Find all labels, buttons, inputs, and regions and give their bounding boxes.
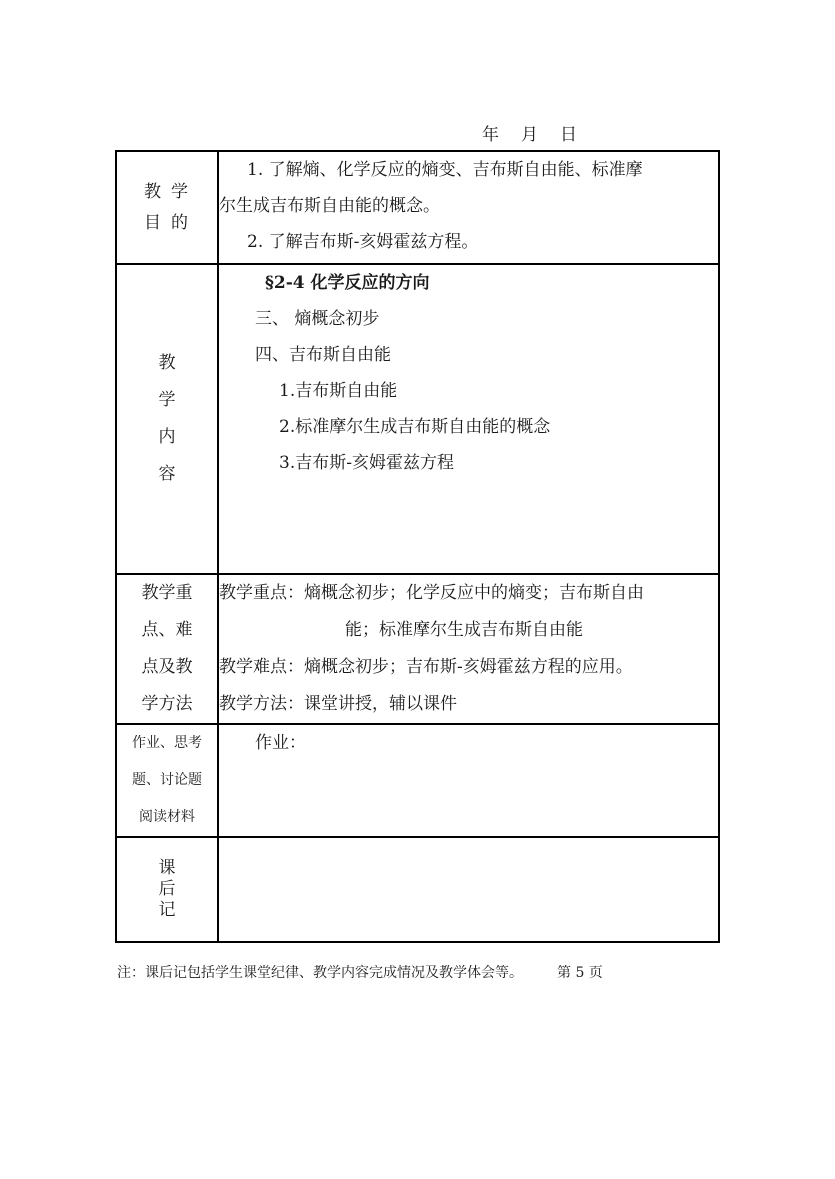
outline-subitem: 3.吉布斯-亥姆霍兹方程 — [279, 453, 454, 473]
reflection-label-line: 后 — [158, 879, 176, 899]
objective-line: 尔生成吉布斯自由能的概念。 — [219, 196, 440, 216]
month-label: 月 — [521, 125, 538, 145]
key-points-row — [116, 574, 719, 724]
key-points-cell — [218, 574, 719, 724]
homework-label-line: 题、讨论题 — [132, 772, 202, 788]
homework-text: 作业： — [255, 733, 306, 753]
outline-subitem: 1.吉布斯自由能 — [279, 381, 398, 401]
outline-subitem: 2.标准摩尔生成吉布斯自由能的概念 — [279, 417, 551, 437]
page-number: 第 5 页 — [557, 965, 603, 981]
objectives-cell — [218, 151, 719, 264]
homework-row — [116, 724, 719, 837]
content-label-line: 学 — [158, 390, 176, 410]
homework-label-line: 阅读材料 — [139, 809, 195, 825]
year-label: 年 — [482, 125, 499, 145]
objectives-label-line: 目的 — [144, 212, 198, 233]
objectives-label — [116, 151, 218, 264]
outline-item: 四、吉布斯自由能 — [255, 345, 391, 365]
reflection-label — [116, 837, 218, 942]
reflection-label-line: 课 — [158, 858, 176, 878]
difficulty-line: 教学难点：熵概念初步；吉布斯-亥姆霍兹方程的应用。 — [219, 657, 633, 677]
key-points-label — [116, 574, 218, 724]
content-row — [116, 264, 719, 574]
day-label: 日 — [560, 125, 577, 145]
content-label — [116, 264, 218, 574]
content-label-line: 内 — [158, 427, 176, 447]
focus-line: 教学重点：熵概念初步；化学反应中的熵变；吉布斯自由 — [219, 583, 644, 603]
focus-line: 能；标准摩尔生成吉布斯自由能 — [345, 620, 583, 640]
reflection-cell — [218, 837, 719, 942]
content-label-line: 教 — [158, 353, 176, 373]
content-label-line: 容 — [158, 464, 176, 484]
footer-note-text: 注：课后记包括学生课堂纪律、教学内容完成情况及教学体会等。 — [117, 965, 523, 981]
date-line — [482, 120, 577, 145]
outline-item: 三、 熵概念初步 — [255, 309, 380, 329]
objectives-row — [116, 151, 719, 264]
homework-label-line: 作业、思考 — [132, 735, 202, 751]
section-heading: §2-4 化学反应的方向 — [265, 273, 430, 293]
key-points-label-line: 点及教 — [141, 657, 193, 677]
homework-cell — [218, 724, 719, 837]
reflection-row — [116, 837, 719, 942]
key-points-label-line: 点、难 — [141, 620, 193, 640]
objective-line: 2. 了解吉布斯-亥姆霍兹方程。 — [247, 232, 479, 252]
method-line: 教学方法：课堂讲授，辅以课件 — [219, 694, 457, 714]
objective-line: 1. 了解熵、化学反应的熵变、吉布斯自由能、标准摩 — [247, 160, 643, 180]
key-points-label-line: 学方法 — [141, 694, 193, 714]
objectives-label-line: 教学 — [144, 181, 198, 202]
lesson-plan-table — [115, 150, 720, 943]
footer-note — [117, 962, 603, 982]
homework-label — [116, 724, 218, 837]
key-points-label-line: 教学重 — [141, 583, 193, 603]
content-cell — [218, 264, 719, 574]
reflection-label-line: 记 — [158, 900, 176, 920]
